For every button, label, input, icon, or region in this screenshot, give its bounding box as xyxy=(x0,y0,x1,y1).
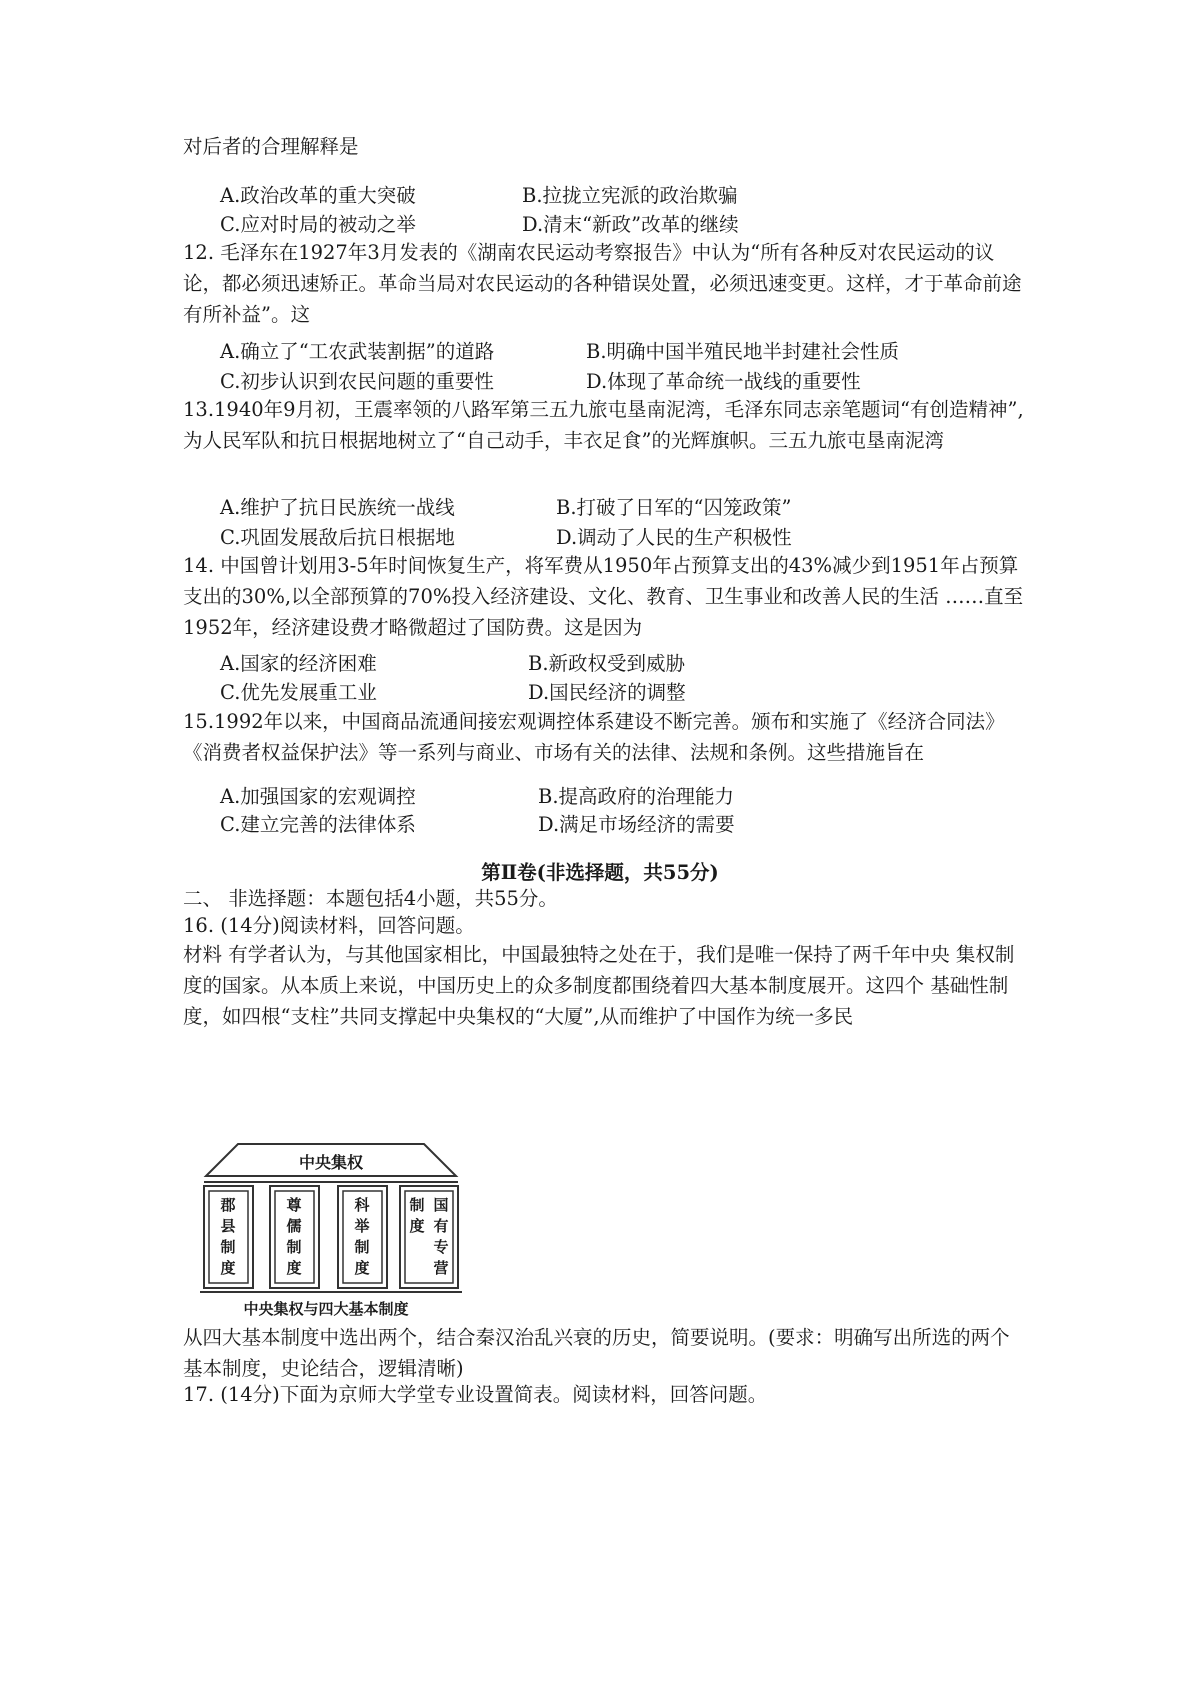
q11-option-c: C.应对时局的被动之举 xyxy=(220,213,416,236)
pillar-4-left-char-1: 制 xyxy=(409,1196,425,1214)
q16-title: 16. (14分)阅读材料，回答问题。 xyxy=(183,914,475,937)
q15-option-b: B.提高政府的治理能力 xyxy=(538,785,735,808)
pillar-3-char-2: 举 xyxy=(354,1217,370,1235)
pillar-1-char-4: 度 xyxy=(220,1259,236,1277)
q15-option-c: C.建立完善的法律体系 xyxy=(220,813,416,836)
q14-option-a: A.国家的经济困难 xyxy=(220,652,377,675)
q15-stem: 15.1992年以来，中国商品流通间接宏观调控体系建设不断完善。颁布和实施了《经济合同法》《消费者权益保护法》等一系列与商业、市场有关的法律、法规和条例。这些措施旨在 xyxy=(183,710,1005,764)
q14-option-b: B.新政权受到威胁 xyxy=(528,652,686,675)
q12-options-row-2 xyxy=(220,366,1020,397)
q13-options-row-1 xyxy=(220,492,1020,523)
q16-question: 从四大基本制度中选出两个，结合秦汉治乱兴衰的历史，简要说明。(要求：明确写出所选的两个基本制度，史论结合，逻辑清晰) xyxy=(183,1326,1010,1380)
q13-option-d: D.调动了人民的生产积极性 xyxy=(556,526,792,549)
q15-option-d: D.满足市场经济的需要 xyxy=(538,813,735,836)
q11-options-row-2 xyxy=(220,209,1020,240)
pillar-2-char-3: 制 xyxy=(286,1238,302,1256)
pillar-3-char-3: 制 xyxy=(354,1238,370,1256)
q12-option-c: C.初步认识到农民问题的重要性 xyxy=(220,370,494,393)
pillar-3-char-4: 度 xyxy=(354,1259,370,1277)
figure-roof-label: 中央集权 xyxy=(298,1153,364,1172)
part2-heading: 第Ⅱ卷(非选择题，共55分) xyxy=(481,861,719,884)
q15-options-row-1 xyxy=(220,781,1020,812)
q12-options-row-1 xyxy=(220,336,1020,367)
pillar-3-char-1: 科 xyxy=(354,1196,370,1214)
q13-option-c: C.巩固发展敌后抗日根据地 xyxy=(220,526,455,549)
q13-option-a: A.维护了抗日民族统一战线 xyxy=(220,496,455,519)
q11-options-row-1 xyxy=(220,180,1020,211)
figure-caption: 中央集权与四大基本制度 xyxy=(243,1300,409,1318)
pillar-2-char-2: 儒 xyxy=(286,1217,302,1235)
pillar-2-char-1: 尊 xyxy=(286,1196,302,1214)
q14-stem: 14. 中国曾计划用3-5年时间恢复生产，将军费从1950年占预算支出的43%减少到1951年占预算支出的30%,以全部预算的70%投入经济建设、文化、教育、卫生事业和改善人民的生活 ……直至1952年，经济建设费才略微超过了国防费。这是因为 xyxy=(183,554,1024,639)
q14-options-row-1 xyxy=(220,648,1020,679)
q13-stem: 13.1940年9月初，王震率领的八路军第三五九旅屯垦南泥湾，毛泽东同志亲笔题词“有创造精神”,为人民军队和抗日根据地树立了“自己动手，丰衣足食”的光辉旗帜。三五九旅屯垦南泥湾 xyxy=(183,398,1024,452)
q12-option-d: D.体现了革命统一战线的重要性 xyxy=(586,370,861,393)
pillar-2-char-4: 度 xyxy=(286,1259,302,1277)
q13-options-row-2 xyxy=(220,522,1020,553)
q14-option-c: C.优先发展重工业 xyxy=(220,681,377,704)
q12-stem: 12. 毛泽东在1927年3月发表的《湖南农民运动考察报告》中认为“所有各种反对农民运动的议论，都必须迅速矫正。革命当局对农民运动的各种错误处置，必须迅速变更。这样，才于革命前途有所补益”。这 xyxy=(183,241,1022,326)
pillar-4-right-char-3: 专 xyxy=(433,1238,449,1256)
pillar-1-char-3: 制 xyxy=(220,1238,236,1256)
q17-title: 17. (14分)下面为京师大学堂专业设置简表。阅读材料，回答问题。 xyxy=(183,1383,768,1406)
central-power-figure xyxy=(198,1132,463,1322)
part2-intro: 二、 非选择题：本题包括4小题，共55分。 xyxy=(183,887,558,910)
pillar-1-char-1: 郡 xyxy=(220,1196,236,1214)
q16-material: 材料 有学者认为，与其他国家相比，中国最独特之处在于，我们是唯一保持了两千年中央 集权制度的国家。从本质上来说，中国历史上的众多制度都围绕着四大基本制度展开。这四个 基础性制度，如四根“支柱”共同支撑起中央集权的“大厦”,从而维护了中国作为统一多民 xyxy=(183,943,1015,1028)
central-power-diagram xyxy=(198,1132,463,1322)
pillar-1-char-2: 县 xyxy=(220,1217,236,1235)
q14-options-row-2 xyxy=(220,677,1020,708)
q11-option-b: B.拉拢立宪派的政治欺骗 xyxy=(522,184,738,207)
q11-option-d: D.清末“新政”改革的继续 xyxy=(522,213,739,236)
q14-option-d: D.国民经济的调整 xyxy=(528,681,686,704)
q12-option-b: B.明确中国半殖民地半封建社会性质 xyxy=(586,340,900,363)
pillar-4-right-char-4: 营 xyxy=(433,1259,449,1277)
lead-line: 对后者的合理解释是 xyxy=(183,135,359,158)
pillar-4-right-char-2: 有 xyxy=(433,1217,449,1235)
q15-option-a: A.加强国家的宏观调控 xyxy=(220,785,416,808)
q11-option-a: A.政治改革的重大突破 xyxy=(220,184,416,207)
q12-option-a: A.确立了“工农武装割据”的道路 xyxy=(220,340,495,363)
pillar-4-left-char-2: 度 xyxy=(409,1217,425,1235)
pillar-4-right-char-1: 国 xyxy=(433,1196,449,1214)
q13-option-b: B.打破了日军的“囚笼政策” xyxy=(556,496,792,519)
q15-options-row-2 xyxy=(220,809,1020,840)
